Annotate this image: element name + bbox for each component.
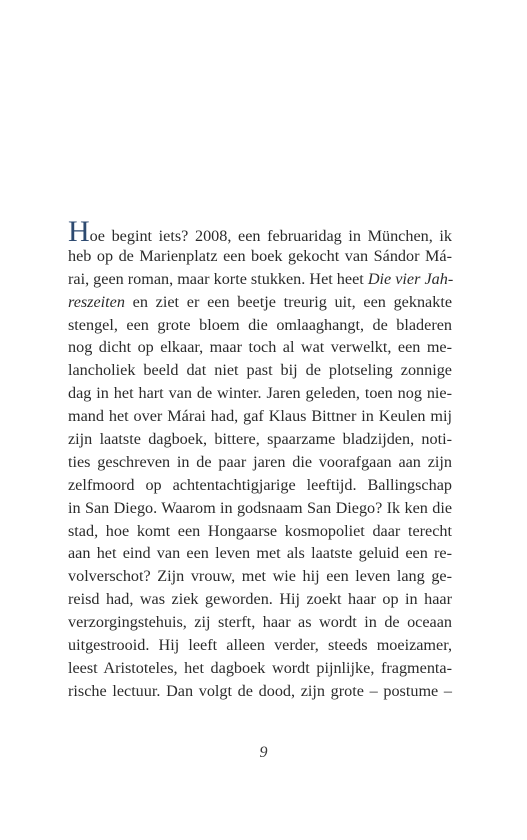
- book-title-italic-part-2: reszeiten: [68, 292, 125, 311]
- text-line-5: stengel, een grote bloem die omlaaghangt, de bladeren: [68, 315, 452, 334]
- text-line-1: [68, 215, 452, 248]
- text-line-17: reisd had, was ziek geworden. Hij zoekt haar op in haar: [68, 590, 452, 609]
- text-line-18: verzorgingstehuis, zij sterft, haar as wordt in de oceaan: [68, 613, 452, 632]
- text-line-4: [68, 291, 452, 314]
- body-paragraph: [68, 215, 454, 703]
- text-line-10: zijn laatste dagboek, bittere, spaarzame bladzijden, noti-: [68, 430, 452, 449]
- text-line-9: mand het over Márai had, gaf Klaus Bittner in Keulen mij: [68, 407, 452, 426]
- text-line-6: nog dicht op elkaar, maar toch al wat verwelkt, een me-: [68, 338, 452, 357]
- page-number: 9: [259, 744, 268, 761]
- text-line-13: in San Diego. Waarom in godsnaam San Diego? Ik ken die: [68, 498, 452, 517]
- book-title-italic-part-1: Die vier Jah-: [367, 269, 454, 288]
- text-line-16: volverschot? Zijn vrouw, met wie hij een leven lang ge-: [68, 567, 452, 586]
- text-line-8: dag in het hart van de winter. Jaren geleden, toen nog nie-: [68, 384, 452, 403]
- text-line-20: leest Aristoteles, het dagboek wordt pijnlijke, fragmenta-: [68, 658, 452, 677]
- text-line-19: uitgestrooid. Hij leeft alleen verder, steeds moeizamer,: [68, 636, 452, 655]
- text-line-14: stad, hoe komt een Hongaarse kosmopoliet daar terecht: [68, 521, 452, 540]
- text-line-3: [68, 268, 452, 291]
- text-line-3-before: rai, geen roman, maar korte stukken. Het heet: [68, 269, 368, 288]
- text-line-4-after: en ziet er een beetje treurig uit, een geknakte: [124, 292, 452, 311]
- drop-cap: H: [68, 215, 90, 248]
- text-line-2: heb op de Marienplatz een boek gekocht van Sándor Má-: [68, 246, 452, 265]
- text-line-7: lancholiek beeld dat niet past bij de plotseling zonnige: [68, 361, 452, 380]
- text-line-1-rest: oe begint iets? 2008, een februaridag in München, ik: [89, 227, 452, 245]
- text-line-11: ties geschreven in de paar jaren die voorafgaan aan zijn: [68, 452, 452, 471]
- text-line-21: rische lectuur. Dan volgt de dood, zijn grote – postume –: [68, 681, 452, 700]
- text-line-12: zelfmoord op achtentachtigjarige leeftijd. Ballingschap: [68, 475, 452, 494]
- text-line-15: aan het eind van een leven met als laatste geluid een re-: [68, 544, 452, 563]
